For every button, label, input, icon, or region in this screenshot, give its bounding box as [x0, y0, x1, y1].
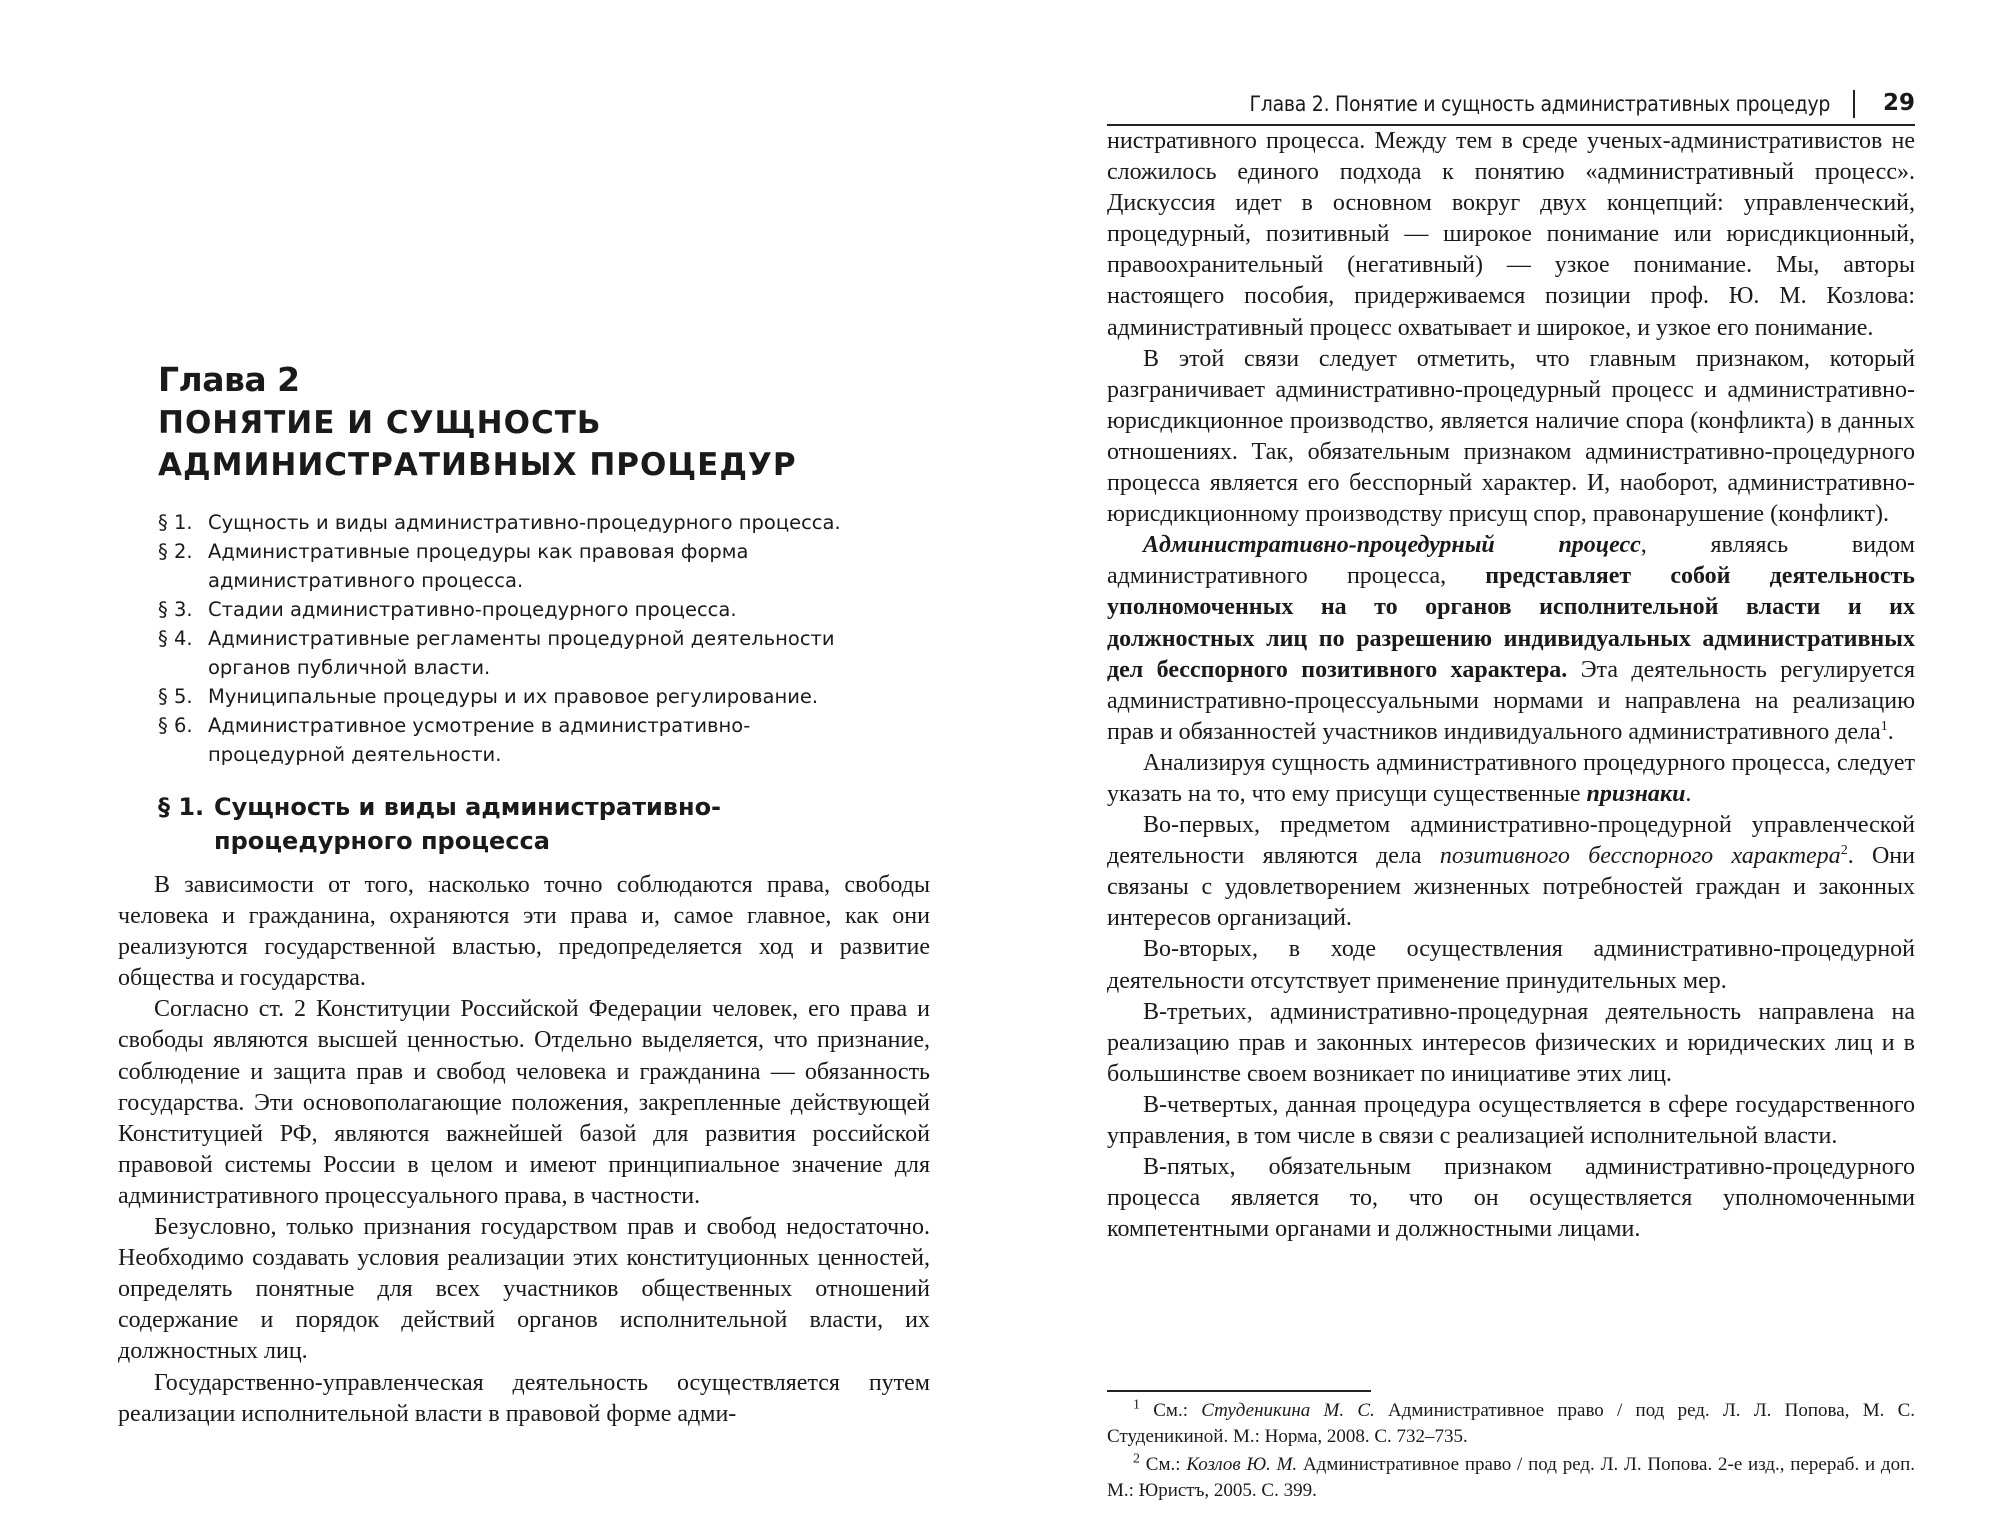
- text-run: . Они связаны с удовлетворением жизненных потребностей граждан и законных интересов организаций.: [1107, 843, 1915, 932]
- toc-item-text: Стадии административно-процедурного процесса.: [208, 598, 737, 621]
- paragraph: Во-вторых, в ходе осуществления административно-процедурной деятельности отсутствует применение принудительных мер.: [1107, 936, 1915, 994]
- paragraph: [1107, 810, 1915, 934]
- running-head-divider: [1853, 90, 1855, 118]
- section-title: Сущность и виды административно-процедурного процесса: [214, 793, 722, 855]
- paragraph: В зависимости от того, насколько точно соблюдаются права, свободы человека и гражданина, охраняются эти права и, самое главное, как они реализуются государственной властью, предопределяется ход и развитие общества и государства.: [118, 872, 930, 992]
- toc-item-text: Административные процедуры как правовая форма административного процесса.: [208, 540, 749, 592]
- text-run: .: [1887, 718, 1894, 745]
- toc-item-number: § 3.: [158, 598, 193, 621]
- footnote-rule: [1107, 1390, 1371, 1392]
- toc-item: [158, 595, 858, 624]
- emphasis-italic: позитивного бесспорного характера: [1439, 843, 1841, 870]
- definition-bold: представляет собой деятельность уполномоченных на то органов исполнительной власти и их должностных лиц по разрешению индивидуальных административных дел бесспорного позитивного характера.: [1107, 563, 1915, 683]
- footnote-ref[interactable]: 1: [1880, 718, 1888, 734]
- paragraph: Согласно ст. 2 Конституции Российской Федерации человек, его права и свободы являются высшей ценностью. Отдельно выделяется, что признание, соблюдение и защита прав и свобод человека и гражданина — обязанность государства. Эти основополагающие положения, закрепленные действующей Конституцией РФ, являются важнейшей базой для развития российской правовой системы России в целом и имеют принципиальное значение для административного процессуального права, в частности.: [118, 996, 930, 1209]
- text-run: Во-первых, предметом административно-процедурной управленческой деятельности являются дела: [1107, 812, 1915, 870]
- paragraph: Государственно-управленческая деятельность осуществляется путем реализации исполнительной власти в правовой форме адми-: [118, 1369, 930, 1427]
- paragraph: В-третьих, административно-процедурная деятельность направлена на реализацию прав и законных интересов физических и юридических лиц и в большинстве своем возникает по инициативе этих лиц.: [1107, 998, 1915, 1087]
- footnote: [1107, 1452, 1915, 1503]
- toc-item-text: Административное усмотрение в административно-процедурной деятельности.: [208, 714, 751, 766]
- toc-item-text: Сущность и виды административно-процедурного процесса.: [208, 511, 841, 534]
- paragraph: Безусловно, только признания государством прав и свобод недостаточно. Необходимо создавать условия реализации этих конституционных ценностей, определять понятные для всех участников общественных отношений содержание и порядок действий органов исполнительной власти, их должностных лиц.: [118, 1214, 930, 1365]
- paragraph: В этой связи следует отметить, что главным признаком, который разграничивает административно-процедурный процесс и административно-юрисдикционное производство, является наличие спора (конфликта) в данных отношениях. Так, обязательным признаком административно-процедурного процесса является его бесспорный характер. И, наоборот, административно-юрисдикционному производству присущ спор, правонарушение (конфликт).: [1107, 345, 1915, 528]
- paragraph-definition: [1107, 530, 1915, 748]
- text-run: Анализируя сущность административного процедурного процесса, следует указать на то, что ему присущи существенные: [1107, 749, 1915, 807]
- footnote-author: Козлов Ю. М.: [1186, 1454, 1298, 1475]
- footnote-prefix: См.:: [1153, 1400, 1202, 1421]
- toc-item: [158, 711, 858, 769]
- toc-item-text: Административные регламенты процедурной деятельности органов публичной власти.: [208, 627, 835, 679]
- chapter-title: ПОНЯТИЕ И СУЩНОСТЬ АДМИНИСТРАТИВНЫХ ПРОЦЕДУР: [158, 405, 797, 483]
- footnote-text: Административное право / под ред. Л. Л. Попова. 2-е изд., перераб. и доп. М.: Юристъ, 2005. С. 399.: [1107, 1454, 1916, 1501]
- toc-item: [158, 537, 858, 595]
- footnote-author: Студеникина М. С.: [1201, 1400, 1375, 1421]
- toc-item: [158, 624, 858, 682]
- chapter-contents: [158, 508, 858, 769]
- chapter-label: Глава 2: [158, 360, 300, 399]
- footnote-ref[interactable]: 2: [1840, 843, 1848, 859]
- footnote-text: Административное право / под ред. Л. Л. Попова, М. С. Студеникиной. М.: Норма, 2008. С. 732–735.: [1107, 1400, 1915, 1447]
- footnote: [1107, 1398, 1915, 1449]
- toc-item-number: § 4.: [158, 627, 193, 650]
- running-head: [1107, 88, 1915, 124]
- toc-item-number: § 1.: [158, 511, 193, 534]
- text-run: Эта деятельность регулируется административно-процессуальными нормами и направлена на реализацию прав и обязанностей участников индивидуального административного дела: [1107, 656, 1915, 745]
- defined-term: Административно-процедурный процесс: [1143, 532, 1641, 559]
- footnote-mark: 2: [1133, 1451, 1140, 1467]
- footnote-prefix: См.:: [1145, 1454, 1187, 1475]
- section-number: § 1.: [158, 793, 205, 821]
- paragraph: нистративного процесса. Между тем в среде ученых-административистов не сложилось единого подхода к понятию «административный процесс». Дискуссия идет в основном вокруг двух концепций: управленческий, процедурный, позитивный — широкое понимание или юрисдикционный, правоохранительный (негативный) — узкое понимание. Мы, авторы настоящего пособия, придерживаемся позиции проф. Ю. М. Козлова: административный процесс охватывает и широкое, и узкое его понимание.: [1107, 128, 1915, 341]
- text-run: .: [1685, 780, 1692, 807]
- page-number: 29: [1882, 90, 1915, 116]
- section-heading: [158, 790, 918, 858]
- paragraph: В-четвертых, данная процедура осуществляется в сфере государственного управления, в том числе в связи с реализацией исполнительной власти.: [1107, 1091, 1915, 1149]
- paragraph: [1107, 748, 1915, 810]
- toc-item-text: Муниципальные процедуры и их правовое регулирование.: [208, 685, 819, 708]
- paragraph: В-пятых, обязательным признаком административно-процедурного процесса является то, что он осуществляется уполномоченными компетентными органами и должностными лицами.: [1107, 1154, 1915, 1243]
- toc-item: [158, 682, 858, 711]
- footnote-mark: 1: [1133, 1397, 1140, 1413]
- emphasis-term: признаки: [1586, 780, 1686, 807]
- toc-item-number: § 6.: [158, 714, 193, 737]
- toc-item-number: § 2.: [158, 540, 193, 563]
- toc-item-number: § 5.: [158, 685, 193, 708]
- footnotes: [1107, 1398, 1915, 1503]
- right-body-text: [1107, 126, 1915, 1245]
- toc-item: [158, 508, 858, 537]
- left-body-text: [118, 870, 930, 1430]
- text-run: , являясь видом административного процесса,: [1107, 532, 1915, 590]
- running-head-title: Глава 2. Понятие и сущность административных процедур: [1249, 92, 1830, 116]
